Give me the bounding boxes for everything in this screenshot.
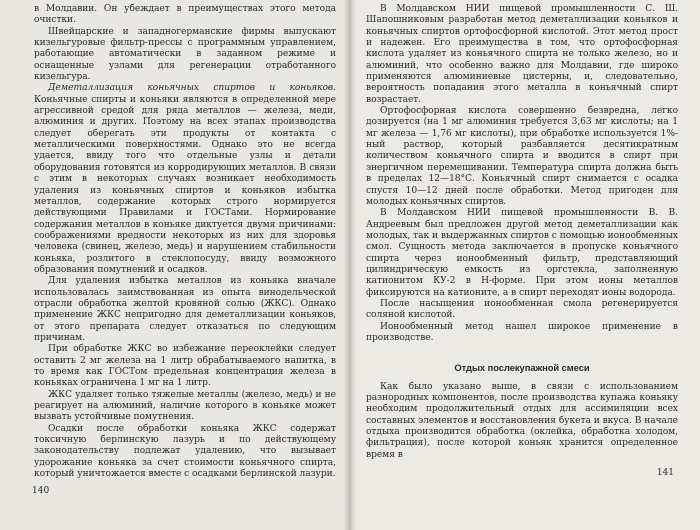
paragraph: Швейцарские и западногерманские фирмы выпускают кизельгуровые фильтр-прессы с программным управлением, работающие автоматически в заданном режиме и оснащенные узлами для регенерации отработанного кизельгура. [34, 26, 336, 83]
right-page-text [366, 4, 678, 461]
paragraph: В Молдавском НИИ пищевой промышленности С. Ш. Шапошниковым разработан метод деметаллизации коньяков и коньячных спиртов ортофосфорной кислотой. Этот метод прост и надежен. Его преимущества в том, что ортофосфорная кислота удаляет из коньячного спирта не только железо, но и алюминий, что особенно важно для Молдавии, где широко применяются алюминиевые цистерны, и, следовательно, вероятность попадания этого металла в коньячный спирт возрастает. [366, 4, 678, 105]
section-heading: Отдых послекупажной смеси [454, 362, 590, 374]
paragraph: При обработке ЖКС во избежание переоклейки следует оставить 2 мг железа на 1 литр обрабатываемого напитка, в то время как ГОСТом предельная концентрация железа в коньяках ограничена 1 мг на 1 литр. [34, 344, 336, 389]
paragraph: После насыщения ионообменная смола регенерируется соляной кислотой. [366, 298, 678, 321]
paragraph: Осадки после обработки коньяка ЖКС содержат токсичную берлинскую лазурь и по действующему законодательству подлежат удалению, что вызывает удорожание коньяка за счет стоимости коньячного спирта, который уничтожается вместе с осадками берлинской лазури. [34, 423, 336, 480]
paragraph: Ортофосфорная кислота совершенно безвредна, легко дозируется (на 1 мг алюминия требуется 3,63 мг кислоты; на 1 мг железа — 1,76 мг кислоты), при обработке используется 1%-ный раствор, который разбавляется десятикратным количеством коньячного спирта и вводится в спирт при энергичном перемешивании. Температура спирта должна быть в пределах 12—18°С. Коньячный спирт снимается с осадка спустя 10—12 дней после обработки. Метод пригоден для молодых коньячных спиртов. [366, 106, 678, 207]
page-number: 140 [32, 486, 50, 496]
page-number: 141 [656, 468, 674, 478]
paragraph: Как было указано выше, в связи с использованием разнородных компонентов, после производства купажа коньяку необходим продолжительный отдых для ассимиляции всех составных элементов и восстановления букета и вкуса. В начале отдыха производится обработка (оклейка, обработка холодом, фильтрация), после которой коньяк хранится определенное время в [366, 381, 678, 460]
paragraph: в Молдавии. Он убеждает в преимуществах этого метода очистки. [34, 4, 336, 26]
paragraph: Деметаллизация коньячных спиртов и коньяков. Коньячные спирты и коньяки являются в определенной мере агрессивной средой для ряда металлов — железа, меди, алюминия и других. Поэтому на всех этапах производства следует оберегать эти продукты от контакта с металлическими поверхностями. Однако это не всегда удается, ввиду того что отдельные узлы и детали оборудования готовятся из корродирующих металлов. В связи с этим в некоторых случаях возникает необходимость удаления из коньячных спиртов и коньяков избытка металлов, содержание которых строго нормируется действующими Правилами и ГОСТами. Нормирование содержания металлов в коньяке диктуется двумя причинами: соображениями вредности некоторых из них для здоровья человека (свинец, железо, медь) и нарушением стабильности коньяка, розлитого в стеклопосуду, ввиду возможного образования помутнений и осадков. [34, 83, 336, 275]
paragraph: В Молдавском НИИ пищевой промышленности В. В. Андреевым был предложен другой метод деметаллизации как молодых, так и выдержанных спиртов с помощью ионообменных смол. Сущность метода заключается в пропуске коньячного спирта через ионообменный фильтр, представляющий цилиндрическую емкость из оргстекла, заполненную катионитом КУ-2 в Н-форме. При этом ионы металлов фиксируются на катионите, а в спирт переходят ионы водорода. [366, 208, 678, 298]
left-page-text [34, 4, 336, 480]
paragraph: ЖКС удаляет только тяжелые металлы (железо, медь) и не реагирует на алюминий, наличие которого в коньяке может вызвать устойчивые помутнения. [34, 389, 336, 423]
italic-run-in-heading: Деметаллизация коньячных спиртов и коньяков. [48, 83, 336, 94]
right-page [350, 0, 700, 530]
paragraph: Для удаления избытка металлов из коньяка вначале использовалась заимствованная из опыта винодельческой отрасли обработка желтой кровяной солью (ЖКС). Однако применение ЖКС непригодно для деметаллизации коньяков, от этого препарата следует отказаться по следующим причинам. [34, 276, 336, 343]
paragraph: Ионообменный метод нашел широкое применение в производстве. [366, 321, 678, 343]
